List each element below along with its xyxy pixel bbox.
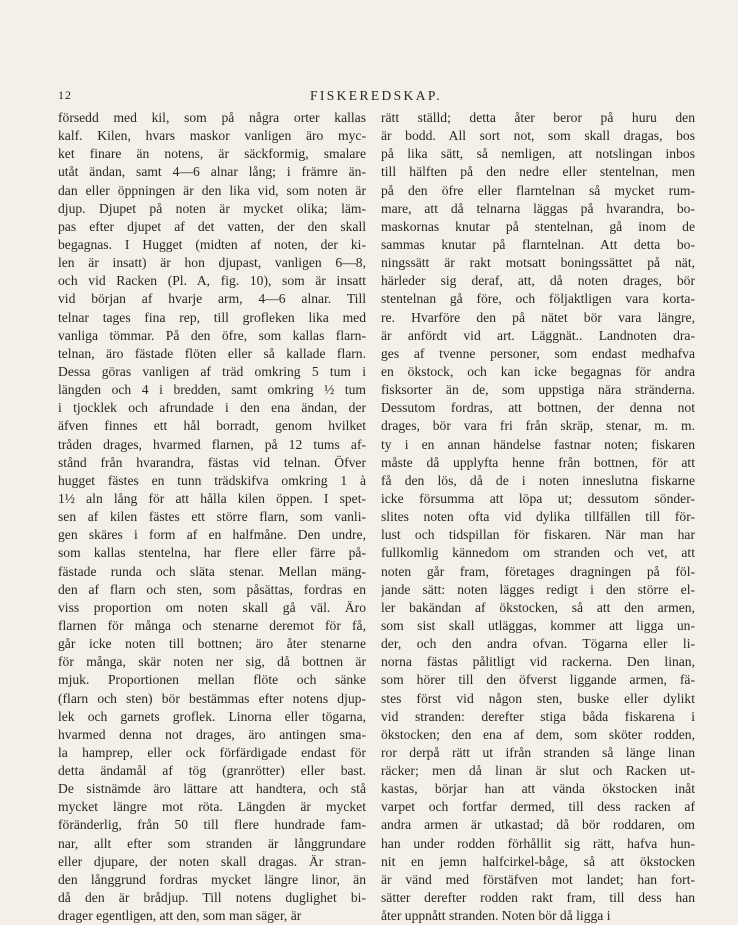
text-line: viss proportion om noten skall gå väl. Äro: [58, 599, 366, 615]
text-line: gen skäres i form af en halfmåne. Den undre,: [58, 527, 366, 543]
text-line: på lika sätt, så nemligen, att notslingan inbos: [381, 146, 695, 162]
text-line: försedd med kil, som på några orter kallas: [58, 110, 366, 125]
text-line: pas efter djupet af det vatten, der den skall: [58, 218, 366, 234]
text-line: räcker; men då linan är slut och Racken ut-: [381, 763, 695, 779]
text-line: ket finare än notens, är säckformig, smalare: [58, 146, 366, 162]
text-line: andra armen är utkastad; då bör roddaren, om: [381, 817, 695, 833]
text-line: stånd från hvarandra, fästas vid telnan. Öfver: [58, 454, 366, 470]
text-line: jande sätt: noten lägges redigt i den större el-: [381, 581, 695, 597]
text-line: Dessa göras vanligen af träd omkring 5 tum i: [58, 363, 366, 379]
text-line: fullkomlig kännedom om stranden och vet, att: [381, 545, 695, 561]
text-line: ty i en annan händelse fastnar noten; fiskaren: [381, 436, 695, 452]
text-line: norna fästas pålitligt vid rackerna. Den linan,: [381, 654, 695, 670]
text-line: lust och tidspillan för fiskaren. När man har: [381, 527, 695, 543]
text-line: la hamprep, eller ock förfärdigade endast för: [58, 744, 366, 760]
text-line: Dessutom fordras, att bottnen, der denna not: [381, 400, 695, 416]
text-line: hvarmed denna not drages, äro antingen sma-: [58, 726, 366, 742]
text-line: i tjocklek och afrundade i den ena ändan, der: [58, 400, 366, 416]
right-column: [381, 109, 695, 925]
text-line: åter uppnått stranden. Noten bör då ligga i: [381, 908, 611, 924]
text-line: till hälften på den nedre eller stentelnan, men: [381, 164, 695, 180]
text-line: är bodd. All sort not, som skall dragas, bos: [381, 128, 695, 144]
text-line: tråden drages, hvarmed flarnen, på 12 tums af-: [58, 436, 366, 452]
text-line: för många, skär noten ner sig, då bottnen är: [58, 654, 366, 670]
text-line: 1½ aln lång för att hålla kilen öppen. I spet-: [58, 490, 366, 506]
text-line: utåt ändan, samt 4—6 alnar lång; i främre än-: [58, 164, 366, 180]
text-line: sätter derefter rodden rakt fram, till dess han: [381, 890, 695, 906]
page-number: 12: [58, 88, 72, 102]
text-line: ges af tvenne personer, som endast medhafva: [381, 345, 695, 361]
text-line: stes först vid någon sten, buske eller dylikt: [381, 690, 695, 706]
running-head: FISKEREDSKAP.: [309, 88, 443, 103]
text-line: få den lös, då de i noten inneslutna fiskarne: [381, 472, 695, 488]
text-line: nar, allt efter som stranden är långgrundare: [58, 835, 366, 851]
text-line: fisksorter än de, som uppstiga nära stränderna.: [381, 382, 695, 398]
text-line: ror derpå rätt ut ifrån stranden så länge linan: [381, 744, 695, 760]
text-line: som hörer till den öfverst liggande armen, fä-: [381, 672, 695, 688]
text-line: icke försumma att löpa ut; dessutom sönder-: [381, 490, 695, 506]
text-line: begagnas. I Hugget (midten af noten, der ki-: [58, 236, 366, 252]
text-line: der, och den andra ofvan. Tögarna eller li-: [381, 636, 695, 652]
text-line: lek och garnets groflek. Linorna eller tögarna,: [58, 708, 366, 724]
text-line: De sistnämde äro lättare att handtera, och stå: [58, 781, 366, 797]
text-line: noten går fram, företages dragningen på föl-: [381, 563, 695, 579]
text-line: re. Hvarföre den på nätet bör vara längre,: [381, 309, 695, 325]
page-header: [58, 88, 694, 108]
text-line: längden och 4 i bredden, samt omkring ½ tum: [58, 382, 366, 398]
text-line: vid början af hvarje arm, 4—6 alnar. Till: [58, 291, 366, 307]
text-line: mjuk. Proportionen mellan flöte och sänke: [58, 672, 366, 688]
text-line: telnan, äro fästade flöten eller så kallade flarn.: [58, 345, 366, 361]
text-line: varpet och fortfar dermed, till dess racken af: [381, 799, 695, 815]
text-line: föränderlig, från 50 till flere hundrade fam-: [58, 817, 366, 833]
text-line: fästade runda och släta stenar. Mellan mäng-: [58, 563, 366, 579]
text-line: som kallas stentelna, har flere eller färre på-: [58, 545, 366, 561]
text-line: äfven finnes ett hål borradt, genom hvilket: [58, 418, 366, 434]
text-line: rätt ställd; detta åter beror på huru den: [381, 110, 695, 125]
text-line: kastas, börjar han att vända ökstocken inåt: [381, 781, 695, 797]
text-line: den af flarn och sten, som påsättas, fordras en: [58, 581, 366, 597]
text-line: som sist skall utläggas, kommer att ligga un-: [381, 617, 695, 633]
text-line: ningssätt är rakt motsatt boningssättet på nät,: [381, 255, 695, 271]
text-line: han under rodden förhållit sig rätt, hafva hun-: [381, 835, 695, 851]
text-line: då den är brådjup. Till notens duglighet bi-: [58, 890, 366, 906]
text-line: mycket längre mot röta. Längden är mycket: [58, 799, 366, 815]
text-line: den långgrund fordras mycket längre linor, än: [58, 871, 366, 887]
text-line: eller djupare, der noten skall dragas. Är stran-: [58, 853, 366, 869]
text-line: är vänd med förstäfven mot landet; han fort-: [381, 871, 695, 887]
text-line: vid stranden: derefter stiga båda fiskarena i: [381, 708, 695, 724]
text-line: kalf. Kilen, hvars maskor vanligen äro myc-: [58, 128, 366, 144]
text-line: len är insatt) är hon djupast, vanligen 6—8,: [58, 255, 366, 271]
text-line: mare, att då telnarna läggas på hvarandra, bo-: [381, 200, 695, 216]
text-line: är anfördt vid art. Läggnät.. Landnoten dra-: [381, 327, 695, 343]
text-line: maskornas knutar på stentelnan, gå inom de: [381, 218, 695, 234]
text-line: djup. Djupet på noten är mycket olika; läm-: [58, 200, 366, 216]
text-line: (flarn och sten) bör bestämmas efter notens djup-: [58, 690, 366, 706]
text-line: en ökstock, och kan icke begagnas för andra: [381, 363, 695, 379]
text-line: hugget fästes en tunn trädskifva omkring 1 à: [58, 472, 366, 488]
text-line: ökstocken; den ena af dem, som sköter rodden,: [381, 726, 695, 742]
text-line: detta ändamål af tög (granrötter) eller bast.: [58, 763, 366, 779]
text-line: vanliga tömmar. På den öfre, som kallas flarn-: [58, 327, 366, 343]
text-line: nit en jemn halfcirkel-båge, så att ökstocken: [381, 853, 695, 869]
text-line: drager egentligen, att den, som man säger, är: [58, 908, 302, 924]
text-line: på den öfre eller flarntelnan så mycket rum-: [381, 182, 695, 198]
text-line: slites noten ofta vid dylika tillfällen till för-: [381, 509, 695, 525]
text-line: måste då upplyfta henne från bottnen, för att: [381, 454, 695, 470]
text-line: härleder sig deraf, att, då noten drages, bör: [381, 273, 695, 289]
text-line: sen af kilen fästes ett större flarn, som vanli-: [58, 509, 366, 525]
text-line: drages, bör vara fri från skräp, stenar, m. m.: [381, 418, 695, 434]
left-column: [58, 109, 366, 925]
text-line: telnar tages fina rep, till grofleken lika med: [58, 309, 366, 325]
text-line: går icke noten till bottnen; äro åter stenarne: [58, 636, 366, 652]
text-line: ler bakändan af ökstocken, så att den armen,: [381, 599, 695, 615]
text-line: dan eller öppningen är den lika vid, som noten är: [58, 182, 366, 198]
text-line: och vid Racken (Pl. A, fig. 10), som är insatt: [58, 273, 366, 289]
text-line: flarnen för många och stenarne deremot för få,: [58, 617, 366, 633]
text-line: stentelnan gå före, och följaktligen vara korta-: [381, 291, 695, 307]
text-line: sammas knutar på flarntelnan. Att detta bo-: [381, 236, 695, 252]
